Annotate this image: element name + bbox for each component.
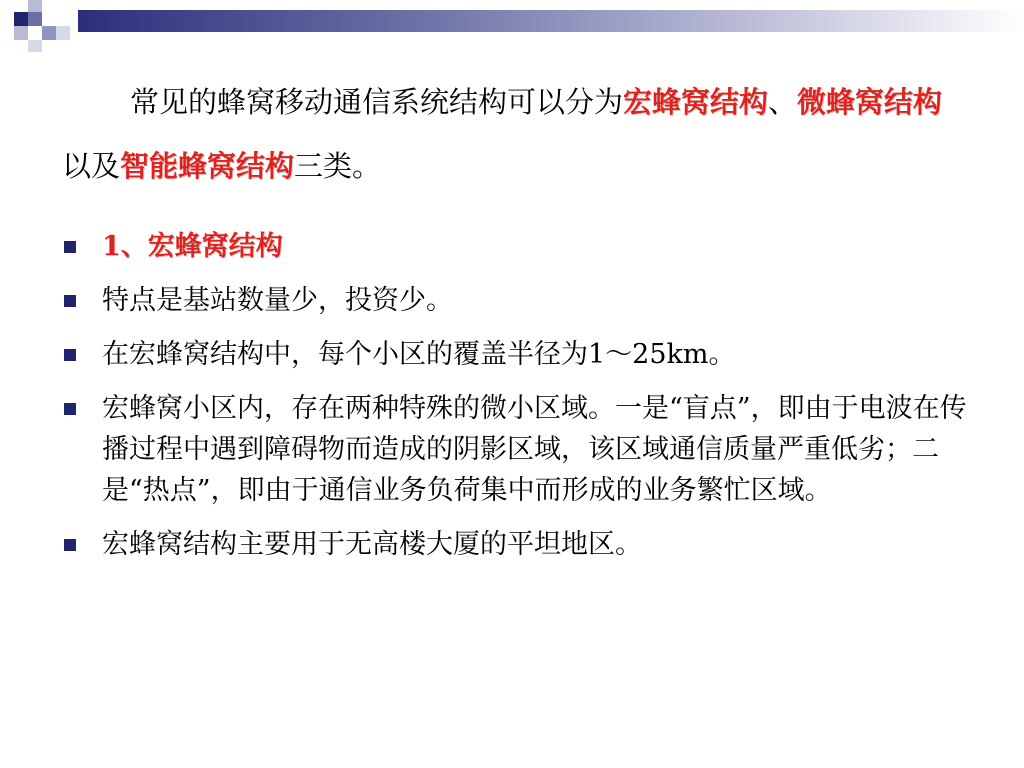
square-bullet-icon: [64, 349, 76, 361]
list-item-text: 宏蜂窝小区内，存在两种特殊的微小区域。一是“盲点”，即由于电波在传播过程中遇到障碍物而造成的阴影区域，该区域通信质量严重低劣；二是“热点”，即由于通信业务负荷集中而形成的业务繁忙区域。: [102, 393, 967, 506]
bullet-list: [62, 226, 972, 578]
square-bullet-icon: [64, 403, 76, 415]
intro-text-part2: 以及: [62, 149, 121, 183]
list-item: [62, 524, 972, 565]
header-decoration: [0, 0, 80, 60]
intro-separator: 、: [768, 85, 798, 119]
list-item-text: 特点是基站数量少，投资少。: [102, 285, 453, 316]
list-item: [62, 334, 972, 375]
list-item-text: 在宏蜂窝结构中，每个小区的覆盖半径为1～25km。: [102, 339, 736, 370]
intro-paragraph: [62, 70, 962, 198]
list-item-text: 宏蜂窝结构主要用于无高楼大厦的平坦地区。: [102, 529, 642, 560]
square-bullet-icon: [64, 295, 76, 307]
square-bullet-icon: [64, 539, 76, 551]
list-item: [62, 280, 972, 321]
term-smartcell: 智能蜂窝结构: [120, 149, 295, 183]
intro-text-part1: 常见的蜂窝移动通信系统结构可以分为: [130, 85, 624, 119]
term-microcell: 微蜂窝结构: [797, 85, 943, 119]
term-macrocell: 宏蜂窝结构: [623, 85, 769, 119]
square-bullet-icon: [64, 241, 76, 253]
header-gradient-band: [78, 10, 1024, 32]
intro-text-part3: 三类。: [294, 149, 382, 183]
list-item: [62, 226, 972, 267]
list-item: [62, 388, 972, 511]
section-heading: 1、宏蜂窝结构: [102, 231, 283, 262]
